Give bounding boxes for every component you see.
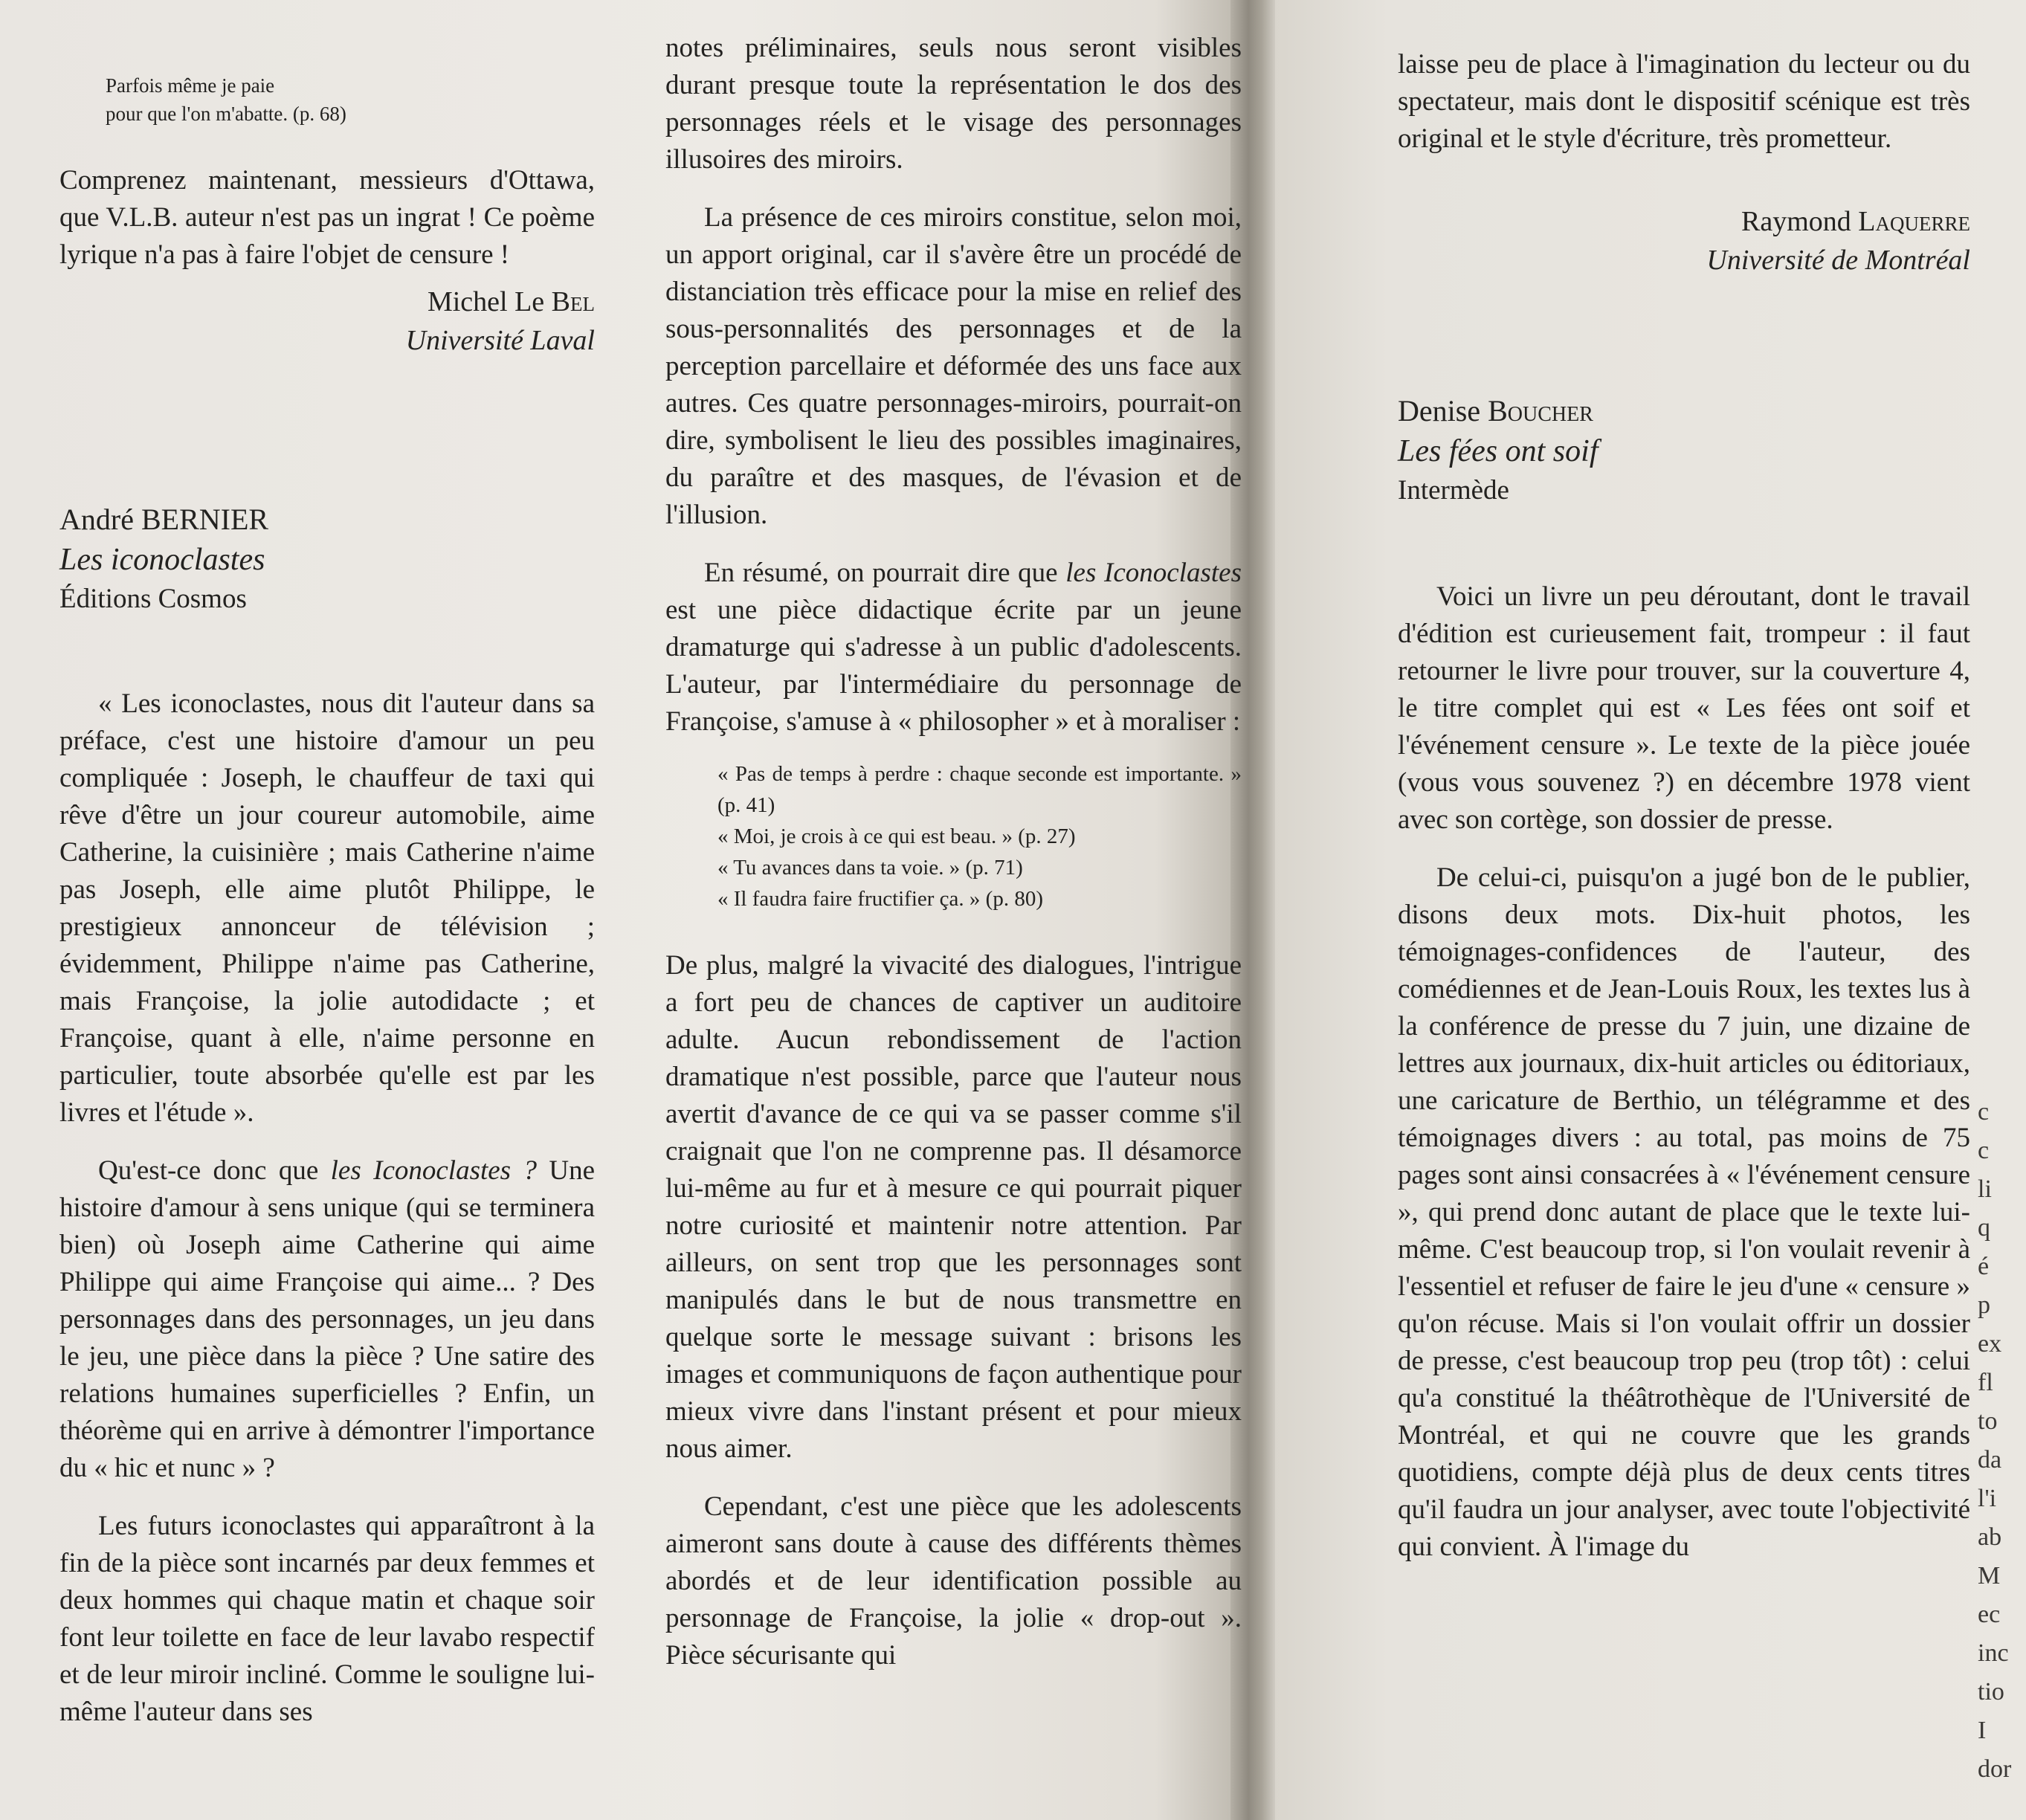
review-author (59, 500, 595, 540)
signature-name (59, 283, 595, 321)
review-author-last: Boucher (1488, 394, 1593, 427)
review-paragraph (59, 1152, 595, 1487)
text-italic: les Iconoclastes (1065, 558, 1242, 588)
fringe-fragment: q (1978, 1214, 1990, 1242)
fringe-fragment: M (1978, 1562, 2001, 1590)
quote-list (665, 758, 1242, 914)
fringe-fragment: c (1978, 1098, 1990, 1126)
review-paragraph: « Les iconoclastes, nous dit l'auteur dans sa préface, c'est une histoire d'amour un peu compliquée : Joseph, le chauffeur de taxi qui rêve d'être un jour coureur automobile, aime Catherine, la cuisinière ; mais Catherine n'aime pas Joseph, elle aime plutôt Philippe, le prestigieux annonceur de télévision ; évidemment, Philippe n'aime pas Catherine, mais Françoise, la jolie autodidacte ; et Françoise, quant à elle, n'aime personne en particulier, toute absorbée qu'elle est par les livres et l'étude ». (59, 688, 595, 1128)
fringe-fragment: inc (1978, 1639, 2009, 1667)
review-header (1398, 391, 1970, 510)
signature-university: Université de Montréal (1706, 245, 1970, 276)
left-column (59, 71, 595, 1731)
signature-first: Raymond L (1741, 206, 1876, 237)
fringe-fragment: p (1978, 1291, 1990, 1319)
body-paragraph (665, 555, 1242, 740)
review-author-first: Denise (1398, 394, 1488, 427)
quote-item: « Moi, je crois à ce qui est beau. » (p. 27) (717, 825, 1076, 848)
signature-first: Michel Le (427, 286, 552, 317)
text-run: Qu'est-ce donc que (98, 1155, 331, 1186)
fringe-fragment: c (1978, 1137, 1990, 1164)
review-title: Les fées ont soif (1398, 434, 1598, 468)
quote-item: « Il faudra faire fructifier ça. » (p. 80) (717, 887, 1043, 911)
epigraph (59, 71, 595, 128)
middle-column (665, 30, 1242, 1674)
signature-name (1398, 202, 1970, 241)
review-title: Les iconoclastes (59, 543, 265, 577)
fringe-fragment: ex (1978, 1330, 2002, 1358)
text-run: est une pièce didactique écrite par un jeune dramaturge qui s'adresse à un public d'adolescents. L'auteur, par l'intermédiaire du personnage de Françoise, s'amuse à « philosopher » et à moraliser : (665, 595, 1242, 737)
body-paragraph: Cependant, c'est une pièce que les adolescents aimeront sans doute à cause des différents thèmes abordés et de leur identification possible au personnage de Françoise, la jolie « drop-out ». Pièce sécurisante qui (665, 1491, 1242, 1671)
text-run: En résumé, on pourrait dire que (704, 558, 1066, 588)
body-paragraph: notes préliminaires, seuls nous seront visibles durant presque toute la représentation le dos des personnages réels et le visage des personnages illusoires des miroirs. (665, 33, 1242, 175)
fringe-fragment: ec (1978, 1601, 2001, 1628)
signature-university: Université Laval (405, 325, 595, 356)
fringe-fragment: da (1978, 1446, 2002, 1474)
epigraph-line: pour que l'on m'abatte. (p. 68) (106, 103, 346, 125)
review-publisher: Éditions Cosmos (59, 584, 247, 614)
quote-item: « Pas de temps à perdre : chaque seconde est importante. » (p. 41) (717, 762, 1242, 817)
body-paragraph: De plus, malgré la vivacité des dialogues, l'intrigue a fort peu de chances de captiver un auditoire adulte. Aucun rebondissement de l'action dramatique n'est possible, parce que l'auteur nous avertit d'avance de ce qui va se passer comme s'il craignait que l'on ne comprenne pas. Il désamorce lui-même au fur et à mesure ce qui pourrait piquer notre curiosité et maintenir notre attention. Par ailleurs, on sent trop que les personnages sont manipulés dans le but de nous transmettre en quelque sorte le message suivant : brisons les images et communiquons de façon authentique pour mieux vivre dans l'instant présent et pour mieux nous aimer. (665, 950, 1242, 1464)
signature-last: Bel (551, 286, 595, 317)
review-author-last: BERNIER (141, 503, 269, 536)
fringe-fragment: I (1978, 1717, 1987, 1744)
fringe-fragment: fl (1978, 1369, 1993, 1396)
text-italic: les Iconoclastes ? (330, 1155, 537, 1186)
body-paragraph: laisse peu de place à l'imagination du lecteur ou du spectateur, mais dont le dispositif scénique est très original et le style d'écriture, très prometteur. (1398, 49, 1970, 154)
quote-item: « Tu avances dans ta voie. » (p. 71) (717, 856, 1023, 880)
review-publisher: Intermède (1398, 475, 1509, 506)
fringe-fragment: dor (1978, 1755, 2012, 1783)
right-column (1398, 46, 1970, 1566)
review-paragraph: De celui-ci, puisqu'on a jugé bon de le publier, disons deux mots. Dix-huit photos, les témoignages-confidences de l'auteur, des comédiennes et de Jean-Louis Roux, les textes lus à la conférence de presse du 7 juin, une dizaine de lettres aux journaux, dix-huit articles ou éditoriaux, une caricature de Berthio, un télégramme et des témoignages divers : au total, pas moins de 75 pages sont ainsi consacrées à « l'événement censure », qui prend donc autant de place que le texte lui-même. C'est beaucoup trop, si l'on voulait revenir à l'essentiel et refuser de faire le jeu d'une « censure » qu'on récuse. Mais si l'on voulait offrir un dossier de presse, c'est beaucoup trop peu (trop tôt) : celui qu'a constitué la théâtrothèque de l'Université de Montréal, et qui ne couvre que les grands quotidiens, compte déjà plus de deux cents titres qu'il faudra un jour analyser, avec toute l'objectivité qui convient. À l'image du (1398, 862, 1970, 1562)
signature-last: aquerre (1875, 206, 1970, 237)
review-paragraph: Les futurs iconoclastes qui apparaîtront à la fin de la pièce sont incarnés par deux femmes et deux hommes qui chaque matin et chaque soir font leur toilette en face de leur lavabo respectif et de leur miroir incliné. Comme le souligne lui-même l'auteur dans ses (59, 1511, 595, 1727)
text-run: Une histoire d'amour à sens unique (qui se terminera bien) où Joseph aime Catherine qui aime Philippe qui aime Françoise qui aime... ? Des personnages dans des personnages, un jeu dans le jeu, une pièce dans la pièce ? Une satire des relations humaines superficielles ? Enfin, un théorème qui en arrive à démontrer l'importance du « hic et nunc » ? (59, 1155, 595, 1483)
review-author-first: André (59, 503, 141, 536)
next-page-fringe (1978, 1093, 2026, 1789)
review-paragraph: Voici un livre un peu déroutant, dont le travail d'édition est curieusement fait, trompeur : il faut retourner le livre pour trouver, sur la couverture 4, le titre complet qui est « Les fées ont soif et l'événement censure ». Le texte de la pièce jouée (vous vous souvenez ?) en décembre 1978 vient avec son cortège, son dossier de presse. (1398, 581, 1970, 835)
epigraph-line: Parfois même je paie (106, 74, 275, 97)
review-author (1398, 391, 1970, 431)
body-paragraph: La présence de ces miroirs constitue, selon moi, un apport original, car il s'avère être un procédé de distanciation très efficace pour la mise en relief des sous-personnalités des personnages et de la perception parcellaire et déformée des uns face aux autres. Ces quatre personnages-miroirs, pourrait-on dire, symbolisent le lieu des possibles imaginaires, du paraître et des masques, de l'évasion et de l'illusion. (665, 202, 1242, 530)
fringe-fragment: é (1978, 1253, 1990, 1280)
review-header (59, 500, 595, 619)
fringe-fragment: to (1978, 1407, 1998, 1435)
fringe-fragment: l'i (1978, 1485, 1997, 1512)
closing-paragraph: Comprenez maintenant, messieurs d'Ottawa, que V.L.B. auteur n'est pas un ingrat ! Ce poème lyrique n'a pas à faire l'objet de censure ! (59, 165, 595, 270)
fringe-fragment: ab (1978, 1523, 2002, 1551)
fringe-fragment: tio (1978, 1678, 2004, 1706)
fringe-fragment: li (1978, 1175, 1992, 1203)
